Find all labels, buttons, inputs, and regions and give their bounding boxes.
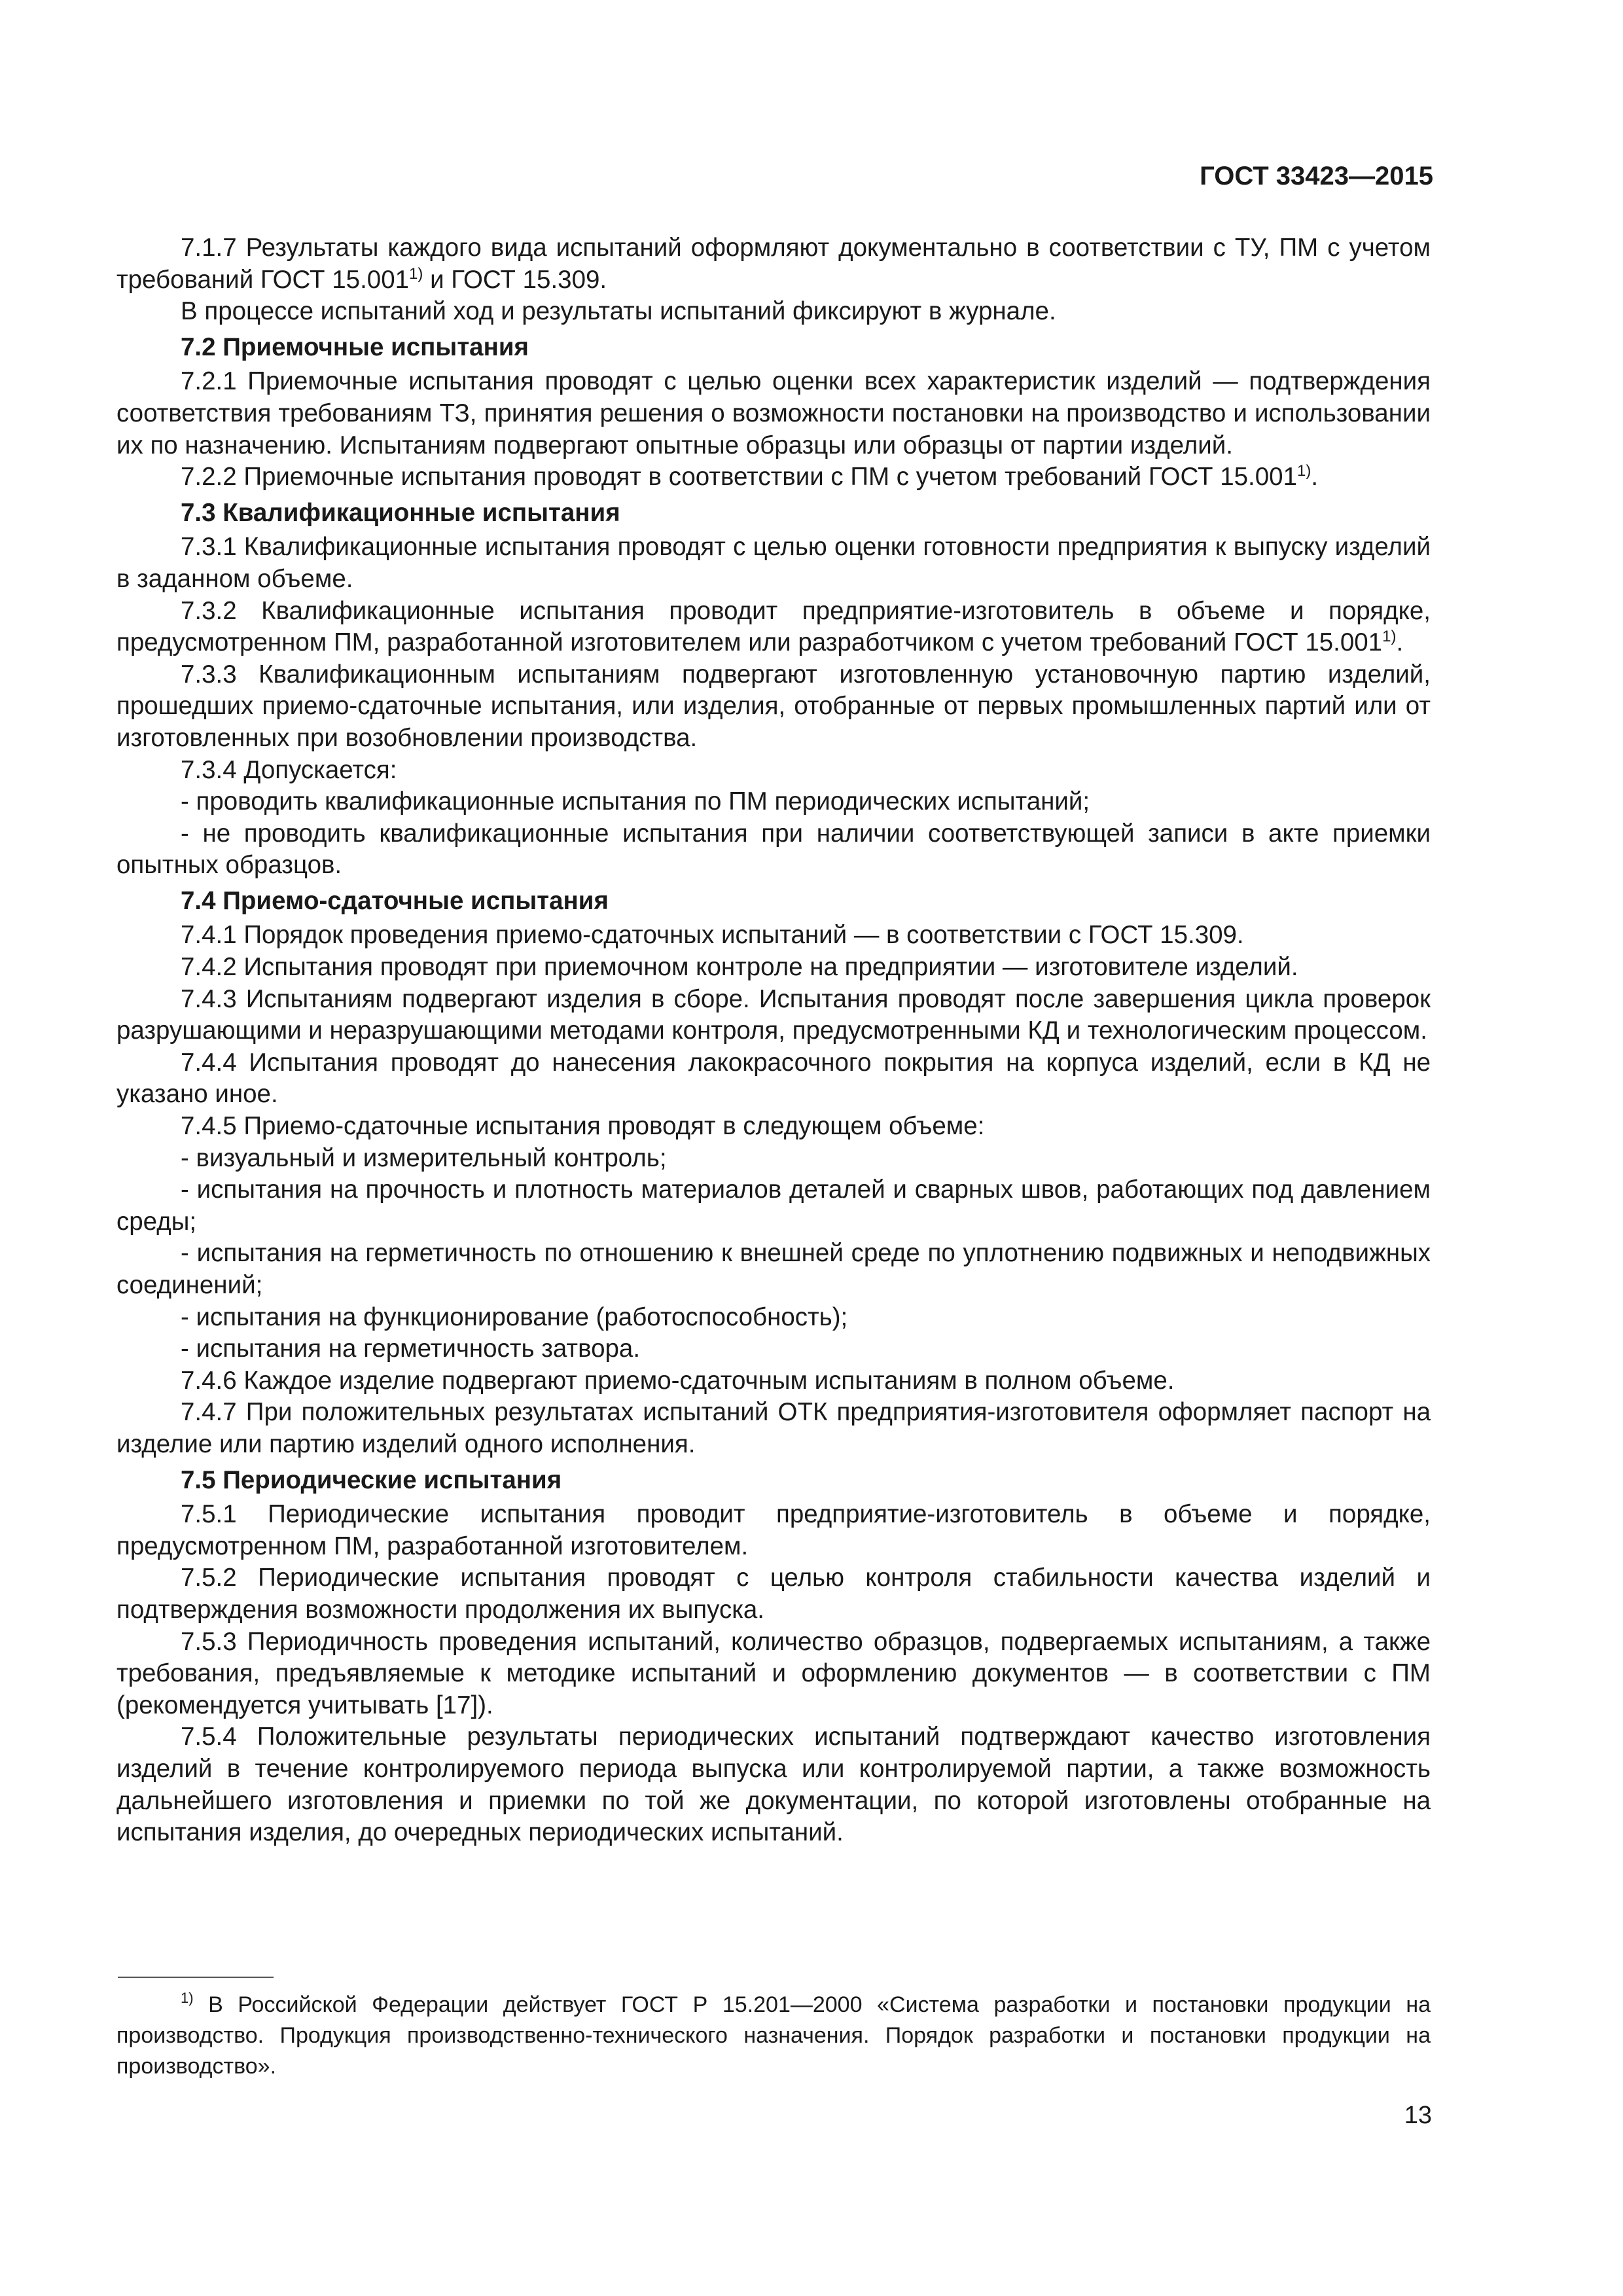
footnote-mark: 1) [181, 1990, 194, 2006]
paragraph-7-5-1: 7.5.1 Периодические испытания проводит предприятие-изготовитель в объеме и порядке, предусмотренном ПМ, разработанной изготовителем. [116, 1500, 1431, 1560]
paragraph-7-4-3: 7.4.3 Испытаниям подвергают изделия в сборе. Испытания проводят после завершения цикла проверок разрушающими и неразрушающими методами контроля, предусмотренными КД и технологическим процессом. [116, 984, 1431, 1045]
list-item: - визуальный и измерительный контроль; [181, 1143, 667, 1172]
paragraph-7-3-2: 7.3.2 Квалификационные испытания проводит предприятие-изготовитель в объеме и порядке, предусмотренном ПМ, разработанной изготовителем или разработчиком с учетом требований ГОСТ 15.001$^{1)}$. [116, 596, 1431, 657]
section-heading-7-2: 7.2 Приемочные испытания [181, 332, 529, 361]
page-number: 13 [1404, 2102, 1432, 2129]
paragraph-7-3-3: 7.3.3 Квалификационным испытаниям подвергают изготовленную установочную партию изделий, прошедших приемо-сдаточные испытания, или изделия, отобранные от первых промышленных партий или от изготовленных при возобновлении производства. [116, 660, 1431, 752]
footnote [116, 1990, 1431, 2082]
paragraph-7-3-1: 7.3.1 Квалификационные испытания проводят с целью оценки готовности предприятия к выпуску изделий в заданном объеме. [116, 533, 1431, 593]
document-id-header: ГОСТ 33423—2015 [1200, 162, 1433, 190]
paragraph-7-4-1: 7.4.1 Порядок проведения приемо-сдаточных испытаний — в соответствии с ГОСТ 15.309. [181, 921, 1244, 950]
list-item: - испытания на герметичность по отношению к внешней среде по уплотнению подвижных и неподвижных соединений; [116, 1239, 1431, 1299]
paragraph-7-2-2: 7.2.2 Приемочные испытания проводят в соответствии с ПМ с учетом требований ГОСТ 15.001$^{1)}$. [181, 462, 1319, 492]
paragraph-7-2-1: 7.2.1 Приемочные испытания проводят с целью оценки всех характеристик изделий — подтверждения соответствия требованиям ТЗ, принятия решения о возможности постановки на производство и использовании их по назначению. Испытаниям подвергают опытные образцы или образцы от партии изделий. [116, 367, 1431, 459]
footnote-text: $^{1)}$ В Российской Федерации действует ГОСТ Р 15.201—2000 «Система разработки и постановки продукции на производство. Продукция производственно-технического назначения. Порядок разработки и постановки продукции на производство». [116, 1990, 1431, 2079]
paragraph-7-5-3: 7.5.3 Периодичность проведения испытаний, количество образцов, подвергаемых испытаниям, а также требования, предъявляемые к методике испытаний и оформлению документов — в соответствии с ПМ (рекомендуется учитывать [17]). [116, 1627, 1431, 1719]
list-item: - не проводить квалификационные испытания при наличии соответствующей записи в акте приемки опытных образцов. [116, 819, 1431, 880]
paragraph-7-5-4: 7.5.4 Положительные результаты периодических испытаний подтверждают качество изготовления изделий в течение контролируемого периода выпуска или контролируемой партии, а также возможность дальнейшего изготовления и приемки по той же документации, по которой изготовлены отобранные на испытания изделия, до очередных периодических испытаний. [116, 1723, 1431, 1847]
footnote-divider [118, 1977, 274, 1978]
paragraph-7-4-4: 7.4.4 Испытания проводят до нанесения лакокрасочного покрытия на корпуса изделий, если в КД не указано иное. [116, 1048, 1431, 1109]
list-item: - проводить квалификационные испытания по ПМ периодических испытаний; [181, 787, 1090, 816]
paragraph: В процессе испытаний ход и результаты испытаний фиксируют в журнале. [181, 297, 1056, 326]
paragraph-7-4-7: 7.4.7 При положительных результатах испытаний ОТК предприятия-изготовителя оформляет паспорт на изделие или партию изделий одного исполнения. [116, 1398, 1431, 1458]
footnote-ref: 1) [1382, 628, 1397, 646]
document-body [116, 232, 1431, 1849]
section-heading-7-5: 7.5 Периодические испытания [181, 1465, 562, 1494]
paragraph-7-3-4: 7.3.4 Допускается: [181, 755, 397, 784]
section-heading-7-4: 7.4 Приемо-сдаточные испытания [181, 886, 609, 915]
footnote-ref: 1) [1296, 462, 1311, 480]
list-item: - испытания на прочность и плотность материалов деталей и сварных швов, работающих под давлением среды; [116, 1175, 1431, 1236]
paragraph-7-1-7: 7.1.7 Результаты каждого вида испытаний оформляют документально в соответствии с ТУ, ПМ с учетом требований ГОСТ 15.001$^{1)}$ и ГОСТ 15.309. [116, 234, 1431, 294]
section-heading-7-3: 7.3 Квалификационные испытания [181, 498, 620, 527]
paragraph-7-4-5: 7.4.5 Приемо-сдаточные испытания проводят в следующем объеме: [181, 1112, 985, 1141]
paragraph-7-4-2: 7.4.2 Испытания проводят при приемочном контроле на предприятии — изготовителе изделий. [181, 953, 1298, 982]
paragraph-7-4-6: 7.4.6 Каждое изделие подвергают приемо-сдаточным испытаниям в полном объеме. [181, 1366, 1175, 1395]
list-item: - испытания на функционирование (работоспособность); [181, 1302, 848, 1331]
list-item: - испытания на герметичность затвора. [181, 1335, 641, 1363]
paragraph-7-5-2: 7.5.2 Периодические испытания проводят с целью контроля стабильности качества изделий и подтверждения возможности продолжения их выпуска. [116, 1564, 1431, 1624]
footnote-ref: 1) [409, 264, 423, 283]
